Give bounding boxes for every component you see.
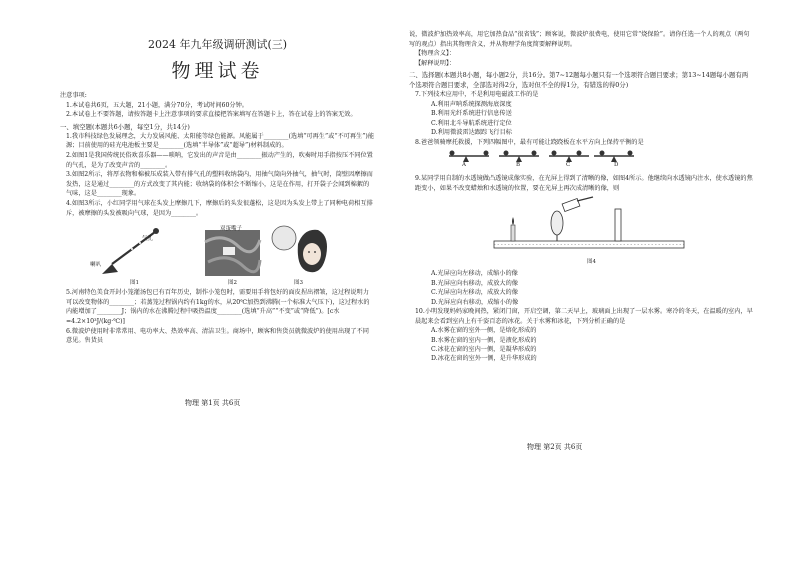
q6-explanation: 【解释说明】： xyxy=(415,59,456,67)
question-4: 4.如图3所示，小红同学用气球在头发上摩擦几下，摩擦后的头发很蓬松，这是因为头发上带上了同种电荷相互排斥，被摩擦的头发被吸向气球，是因为________。 xyxy=(66,199,373,217)
question-5: 5.河南特色美食开封小笼灌汤包已有百年历史，制作小笼包时，需要用手将包好的面皮捏出褶皱，这过程说明力可以改变物体的________；若蒸笼过程锅内约有1kg的水，从20℃加热到沸腾(一个标准大气压下)，这过程水的内能增加了________J；锅内的水在沸腾过程中吸热温度________(选填“升高”“不变”或“降低”)。[c水=4.2×10³J/(kg·℃)] xyxy=(66,289,370,325)
question-7: 7.下列技术应用中，不是利用电磁波工作的是 xyxy=(415,91,539,99)
q7-option-d: D.利用微波雷达跟踪飞行目标 xyxy=(431,129,512,137)
notes-header: 注意事项: xyxy=(60,92,87,99)
page-footer-left: 物理 第1页 共6页 xyxy=(185,399,241,407)
lens-bench-figure xyxy=(489,195,689,259)
figures-row xyxy=(60,222,375,287)
question-8: 8.爸爸领骑摩托救援，下列四幅图中，最有可能让跷跷板在水平方向上保持平衡的是 xyxy=(415,138,644,146)
question-9: 9.某同学用自制的水透镜做凸透镜成像实验，在光屏上得到了清晰的像，如图4所示。他继续向水透镜内注水，使水透镜的焦距变小，如果不改变蜡烛和水透镜的位置，要在光屏上再次成清晰的像，则 xyxy=(415,175,753,192)
q9-option-b: B.光屏应向右移动，成放大的像 xyxy=(431,279,518,287)
page-right xyxy=(397,0,794,561)
q10-option-a: A.水雾在窗的室外一侧，是熔化形成的 xyxy=(431,327,537,335)
question-1: 1.我市科技绿色发展理念，大力发展风能、太阳能等绿色能源。风能属于________(选填“可再生”或“不可再生”)能源；目前使用的硅光电池板主要是________(选填“半导体”或“超导”)材料制成的。 xyxy=(66,132,375,150)
note-2: 2.本试卷上不要答题，请按答题卡上注意事项的要求直接把答案填写在答题卡上，答在试卷上的答案无效。 xyxy=(66,111,357,119)
q10-option-d: D.冰花在窗的室外一侧，是升华形成的 xyxy=(431,355,537,363)
q7-option-c: C.利用北斗导航系统进行定位 xyxy=(431,119,512,127)
q9-option-a: A.光屏应向左移动，成缩小的像 xyxy=(431,270,518,278)
page-footer-right: 物理 第2页 共6页 xyxy=(527,443,583,451)
q8-label-c: C xyxy=(566,162,571,169)
q8-label-d: D xyxy=(614,162,619,169)
q10-option-c: C.冰花在窗的室内一侧，是凝华形成的 xyxy=(431,346,537,353)
section-1-heading: 一、填空题(本题共6小题，每空1分，共14分) xyxy=(60,122,190,131)
exam-title: 2024 年九年级调研测试(三) xyxy=(147,38,288,51)
question-6-continued: 说，微波炉加热效率高，用它加热食品“很省钱”；顾客说，微波炉很费电，使用它常“烧保险”。请你任选一个人的观点（两句写的观点）指出其物理含义，并从物理学角度简要解释说明。 xyxy=(409,31,750,48)
question-3: 3.如图2所示，将厚衣物和棉被压成装入带有排气孔的塑料收纳袋内，用抽气筒向外抽气，抽气时，筒壁因摩擦而发热，这是通过________的方式改变了其内能；收纳袋的体积会不断缩小，这是在作用，打开袋子会闻到棉絮的气味，这是________现象。 xyxy=(66,171,373,198)
balloon-hair-figure xyxy=(270,222,330,278)
fig2-label: 图2 xyxy=(228,280,237,287)
fig3-label: 图3 xyxy=(294,280,303,287)
q9-option-d: D.光屏应向右移动，成缩小的像 xyxy=(431,298,519,306)
q9-option-c: C.光屏应向左移动，成放大的像 xyxy=(431,289,518,297)
seesaw-figure xyxy=(464,150,624,170)
subject-title: 物理试卷 xyxy=(171,60,264,82)
q7-option-a: A.利用声呐系统探测海底深度 xyxy=(431,100,512,108)
q8-label-b: B xyxy=(516,162,521,169)
fig1-label: 图1 xyxy=(130,280,139,287)
suona-figure xyxy=(100,222,160,278)
q7-option-b: B.利用光纤系统进行信息传送 xyxy=(431,110,512,118)
question-2: 2.如图1是我国传统民俗欢喜乐器——唢呐，它发出的声音是由________振动产生的，吹奏时用手指按压不同位置的气孔，是为了改变声音的________。 xyxy=(66,151,373,169)
note-1: 1.本试卷共6页，五大题，21小题，满分70分，考试时间60分钟。 xyxy=(66,101,248,109)
question-6: 6.微波炉使用时非常常用、电功率大、热效率高、清洁卫生。商场中，顾客和售货员就微波炉的使用出现了不同意见。售货员 xyxy=(66,327,369,345)
fig1-callout-horn: 喇叭 xyxy=(90,262,102,269)
q6-physics-meaning: 【物理含义】： xyxy=(415,50,456,58)
fig2-callout: 双蛋嘴子 xyxy=(220,226,243,233)
q8-label-a: A xyxy=(462,162,466,169)
fig4-label: 图4 xyxy=(587,259,596,266)
fig1-callout-hole: 气孔 xyxy=(142,236,154,243)
section-2-heading: 二、选择题(本题共8小题，每小题2分，共16分。第7~12题每小题只有一个选项符合题目要求；第13~14题每小题有两个选项符合题目要求，全部选对得2分，选对但不全的得1分，有错选的得0分) xyxy=(409,71,749,90)
q10-option-b: B.水雾在窗的室内一侧，是液化形成的 xyxy=(431,336,537,344)
question-10: 10.小明发现妈妈家晚间热，紧闭门窗，开启空调，第二天早上，玻璃面上出现了一层水雾。寒冷的冬天，在温暖的室内，早晨起来会看到室内上有千姿百态的冰花。关于水雾和冰花，下列分析正确的是 xyxy=(415,308,753,325)
fig4-container xyxy=(409,195,754,267)
